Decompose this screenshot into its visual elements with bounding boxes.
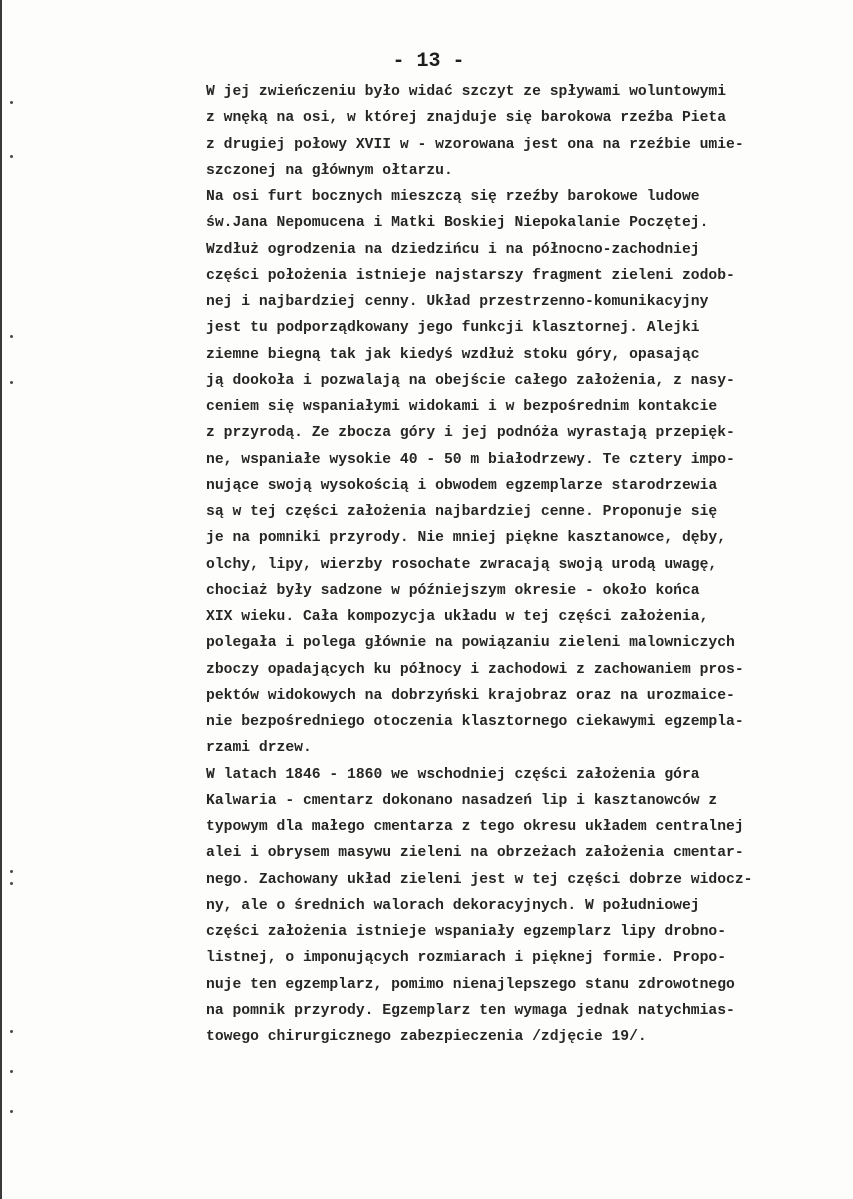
- text-line: typowym dla małego cmentarza z tego okresu układem centralnej: [206, 819, 744, 835]
- text-line: ziemne biegną tak jak kiedyś wzdłuż stoku góry, opasając: [206, 346, 700, 363]
- text-line: chociaż były sadzone w późniejszym okresie - około końca: [206, 582, 700, 599]
- text-line: alei i obrysem masywu zieleni na obrzeżach założenia cmentar-: [206, 845, 744, 862]
- text-line: Wzdłuż ogrodzenia na dziedzińcu i na północno-zachodniej: [206, 241, 700, 258]
- margin-dot: [10, 381, 13, 384]
- margin-dot: [10, 335, 13, 338]
- margin-dot: [10, 882, 13, 885]
- text-line: szczonej na głównym ołtarzu.: [206, 162, 453, 179]
- text-line: św.Jana Nepomucena i Matki Boskiej Niepokalanie Poczętej.: [206, 215, 709, 232]
- text-line: nujące swoją wysokością i obwodem egzemplarze starodrzewia: [206, 477, 718, 494]
- text-line: nego. Zachowany układ zieleni jest w tej części dobrze widocz-: [206, 871, 753, 888]
- margin-dot: [10, 1110, 13, 1113]
- text-line: ne, wspaniałe wysokie 40 - 50 m białodrzewy. Te cztery impo-: [206, 451, 735, 468]
- text-line: towego chirurgicznego zabezpieczenia /zdjęcie 19/.: [206, 1029, 647, 1045]
- text-line: pektów widokowych na dobrzyński krajobraz oraz na urozmaice-: [206, 687, 735, 704]
- text-line: jest tu podporządkowany jego funkcji klasztornej. Alejki: [206, 320, 700, 337]
- text-line: W latach 1846 - 1860 we wschodniej części założenia góra: [206, 766, 700, 783]
- text-line: polegała i polega głównie na powiązaniu zieleni malowniczych: [206, 635, 735, 652]
- left-margin-marks: [2, 0, 22, 1199]
- text-line: części założenia istnieje wspaniały egzemplarz lipy drobno-: [206, 924, 727, 940]
- text-line: na pomnik przyrody. Egzemplarz ten wymaga jednak natychmias-: [206, 1002, 735, 1019]
- text-line: Na osi furt bocznych mieszczą się rzeźby barokowe ludowe: [206, 189, 700, 205]
- text-line: XIX wieku. Cała kompozycja układu w tej części założenia,: [206, 609, 709, 625]
- page-number: - 13 -: [392, 50, 465, 73]
- text-line: ny, ale o średnich walorach dekoracyjnych. W południowej: [206, 897, 700, 914]
- body-text: [206, 79, 851, 1050]
- text-line: z przyrodą. Ze zbocza góry i jej podnóża wyrastają przepięk-: [206, 425, 735, 442]
- text-line: zboczy opadających ku północy i zachodowi z zachowaniem pros-: [206, 661, 744, 678]
- text-line: nej i najbardziej cenny. Układ przestrzenno-komunikacyjny: [206, 294, 709, 310]
- text-line: ją dookoła i pozwalają na obejście całego założenia, z nasy-: [206, 372, 735, 389]
- text-line: Kalwaria - cmentarz dokonano nasadzeń lip i kasztanowców z: [206, 792, 718, 809]
- margin-dot: [10, 101, 13, 104]
- margin-dot: [10, 870, 13, 873]
- text-line: W jej zwieńczeniu było widać szczyt ze spływami woluntowymi: [206, 84, 727, 100]
- text-line: nuje ten egzemplarz, pomimo nienajlepszego stanu zdrowotnego: [206, 976, 735, 993]
- text-line: nie bezpośredniego otoczenia klasztornego ciekawymi egzempla-: [206, 714, 744, 730]
- text-line: z wnęką na osi, w której znajduje się barokowa rzeźba Pieta: [206, 110, 727, 127]
- text-line: części położenia istnieje najstarszy fragment zieleni zodob-: [206, 267, 735, 284]
- text-line: są w tej części założenia najbardziej cenne. Proponuje się: [206, 504, 718, 520]
- text-line: rzami drzew.: [206, 740, 312, 757]
- text-line: z drugiej połowy XVII w - wzorowana jest ona na rzeźbie umie-: [206, 136, 744, 153]
- text-line: listnej, o imponujących rozmiarach i pięknej formie. Propo-: [206, 950, 727, 967]
- text-line: je na pomniki przyrody. Nie mniej piękne kasztanowce, dęby,: [206, 530, 727, 547]
- margin-dot: [10, 1030, 13, 1033]
- text-line: ceniem się wspaniałymi widokami i w bezpośrednim kontakcie: [206, 399, 718, 415]
- text-line: olchy, lipy, wierzby rosochate zwracają swoją urodą uwagę,: [206, 556, 718, 573]
- margin-dot: [10, 1070, 13, 1073]
- margin-dot: [10, 155, 13, 158]
